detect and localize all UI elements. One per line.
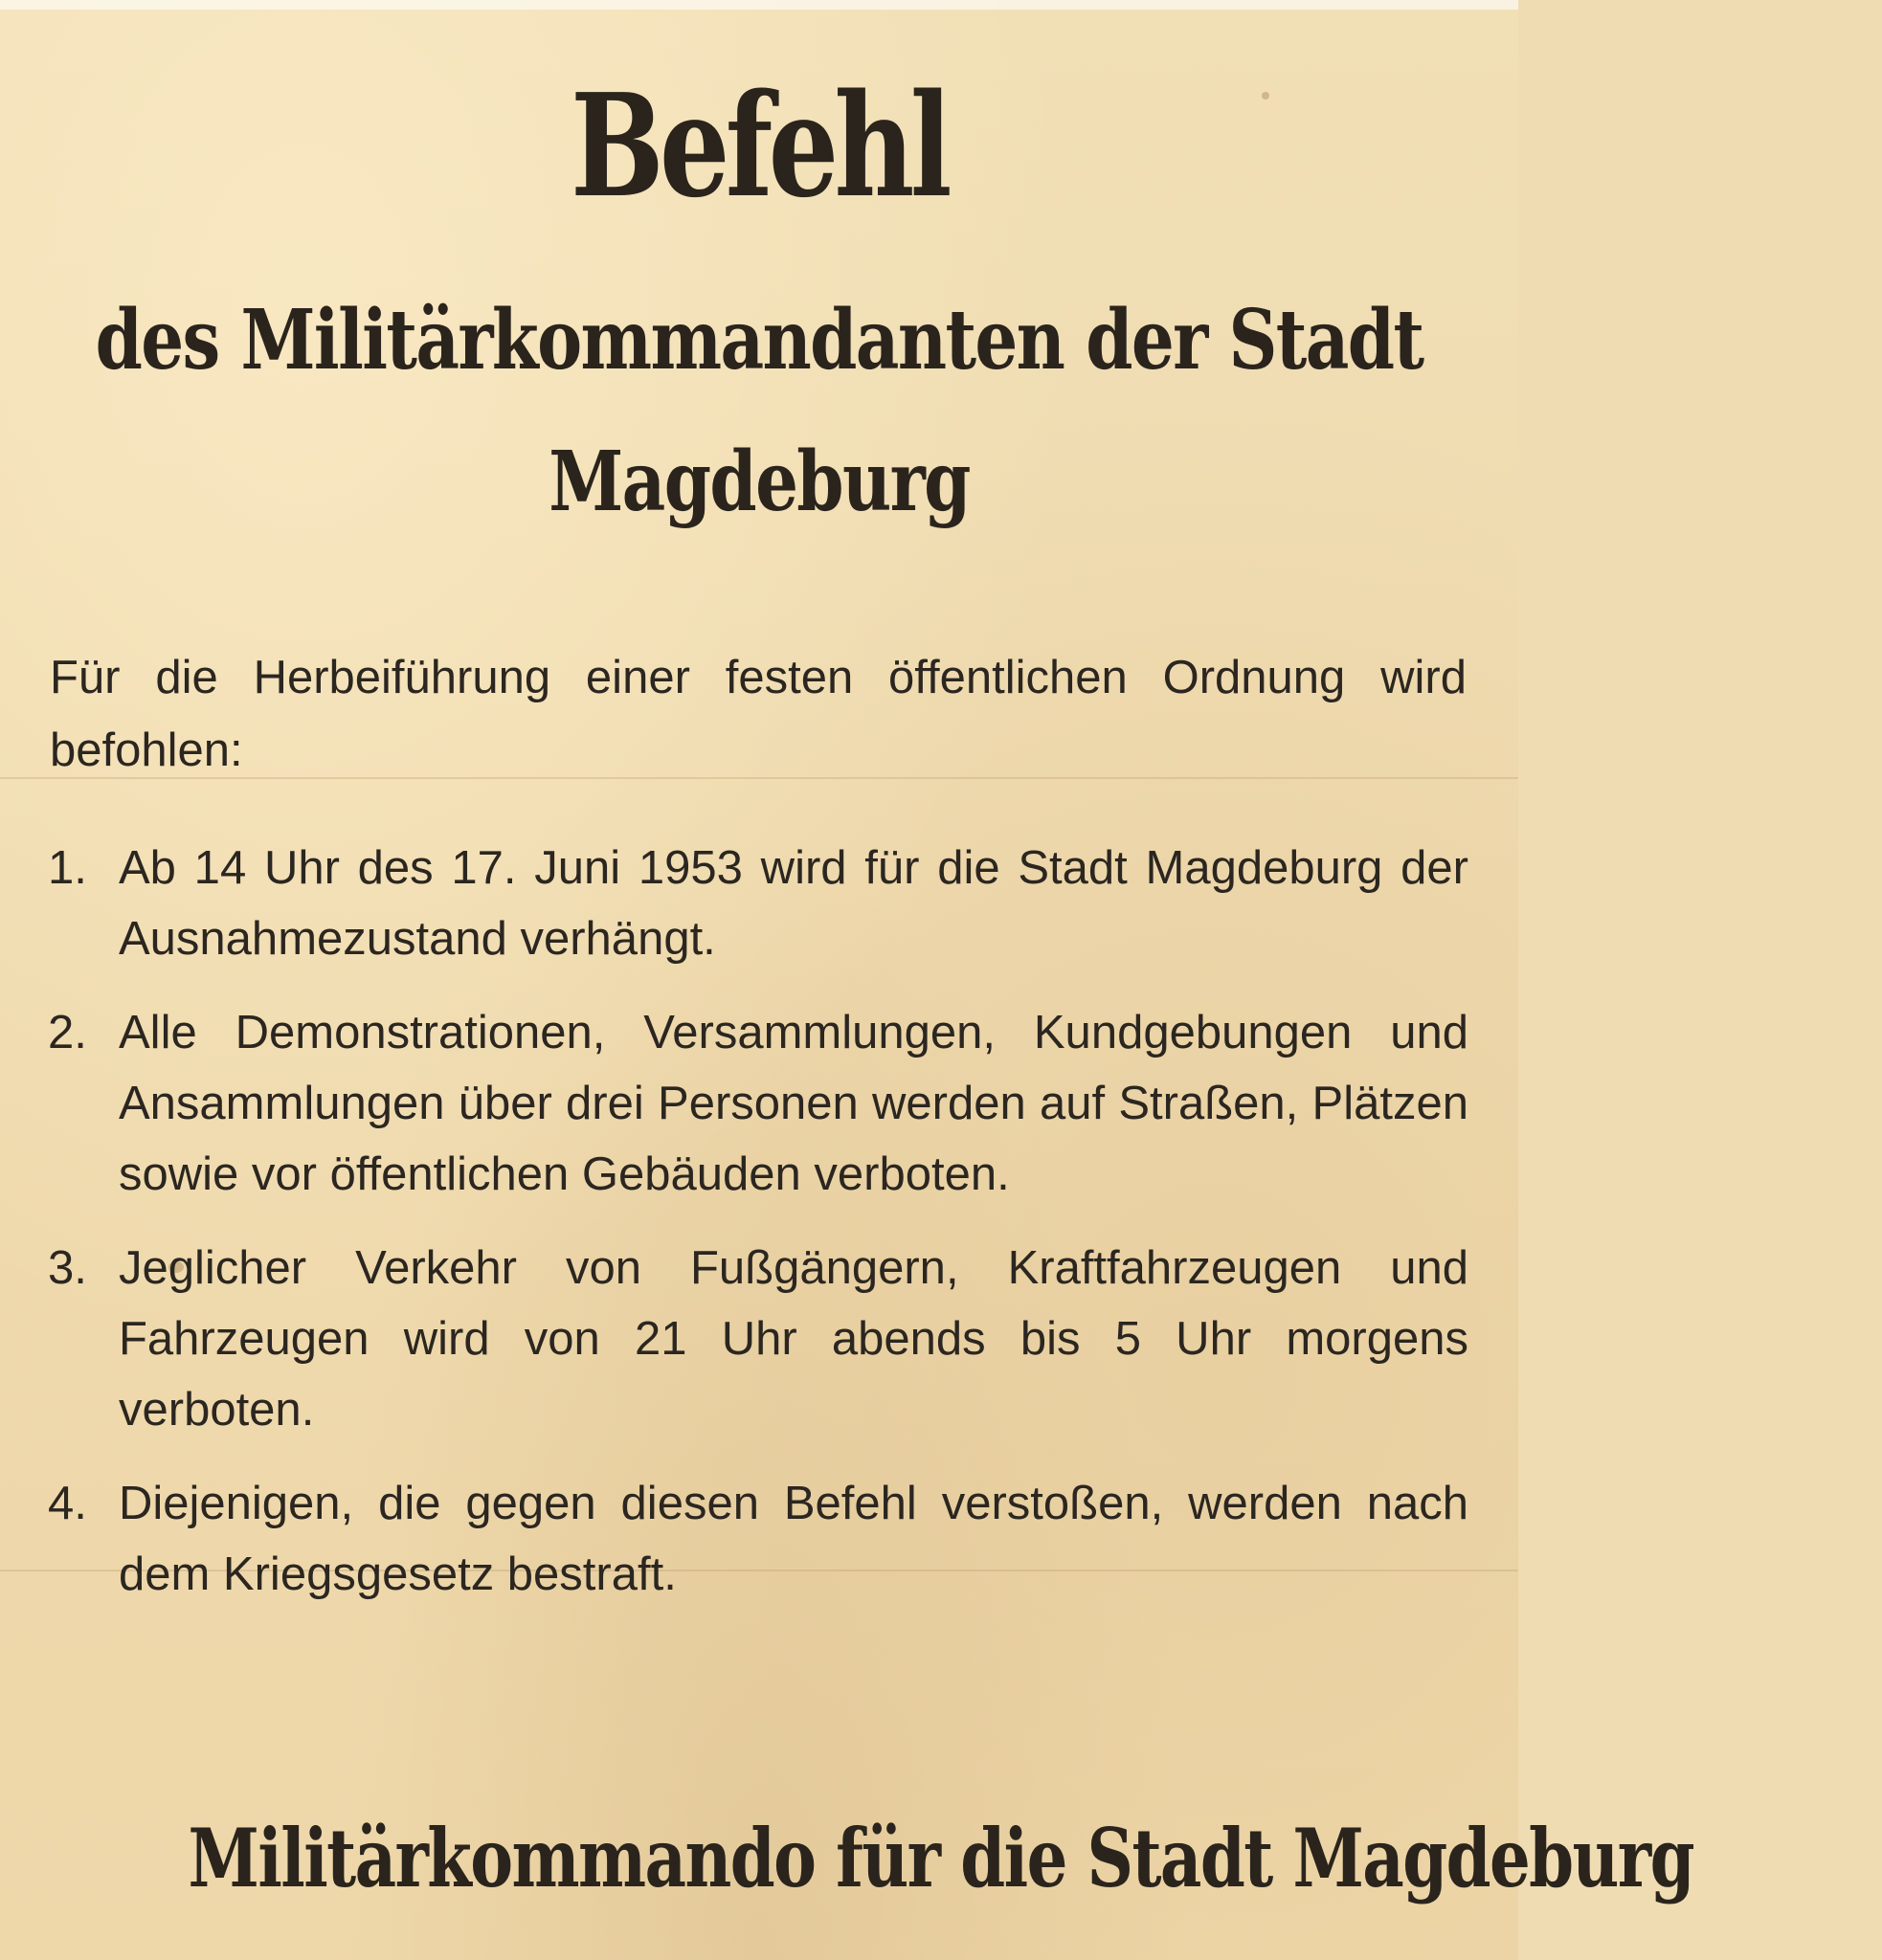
order-text: Alle Demonstrationen, Versammlungen, Kundgebungen und Ansammlungen über drei Personen werden auf Straßen, Plätzen sowie vor öffentlichen Gebäuden verboten. — [119, 1007, 1468, 1200]
document-subtitle-text: des Militärkommandanten der Stadt Magdeburg — [95, 292, 1423, 530]
order-item — [48, 1468, 1468, 1610]
document-title: Befehl — [571, 62, 948, 229]
order-number: 3. — [48, 1242, 87, 1294]
order-number: 4. — [48, 1478, 87, 1529]
paper-top-edge — [0, 0, 1518, 10]
order-text: Jeglicher Verkehr von Fußgängern, Kraftfahrzeugen und Fahrzeugen wird von 21 Uhr abends bis 5 Uhr morgens verboten. — [119, 1242, 1468, 1436]
intro-paragraph: Für die Herbeiführung einer festen öffentlichen Ordnung wird befohlen: — [50, 652, 1467, 776]
order-number: 2. — [48, 1007, 87, 1058]
order-text: Diejenigen, die gegen diesen Befehl verstoßen, werden nach dem Kriegsgesetz bestraft. — [119, 1478, 1468, 1600]
order-item — [48, 1233, 1468, 1445]
signature-text: Militärkommando für die Stadt Magdeburg — [188, 1811, 1693, 1905]
order-item — [48, 997, 1468, 1210]
order-item — [48, 833, 1468, 974]
orders-list — [48, 833, 1468, 1633]
order-text: Ab 14 Uhr des 17. Juni 1953 wird für die Stadt Magdeburg der Ausnahmezustand verhängt. — [119, 842, 1468, 965]
signature-line — [0, 1811, 1693, 1905]
order-number: 1. — [48, 842, 87, 894]
document-subtitle — [48, 270, 1470, 553]
